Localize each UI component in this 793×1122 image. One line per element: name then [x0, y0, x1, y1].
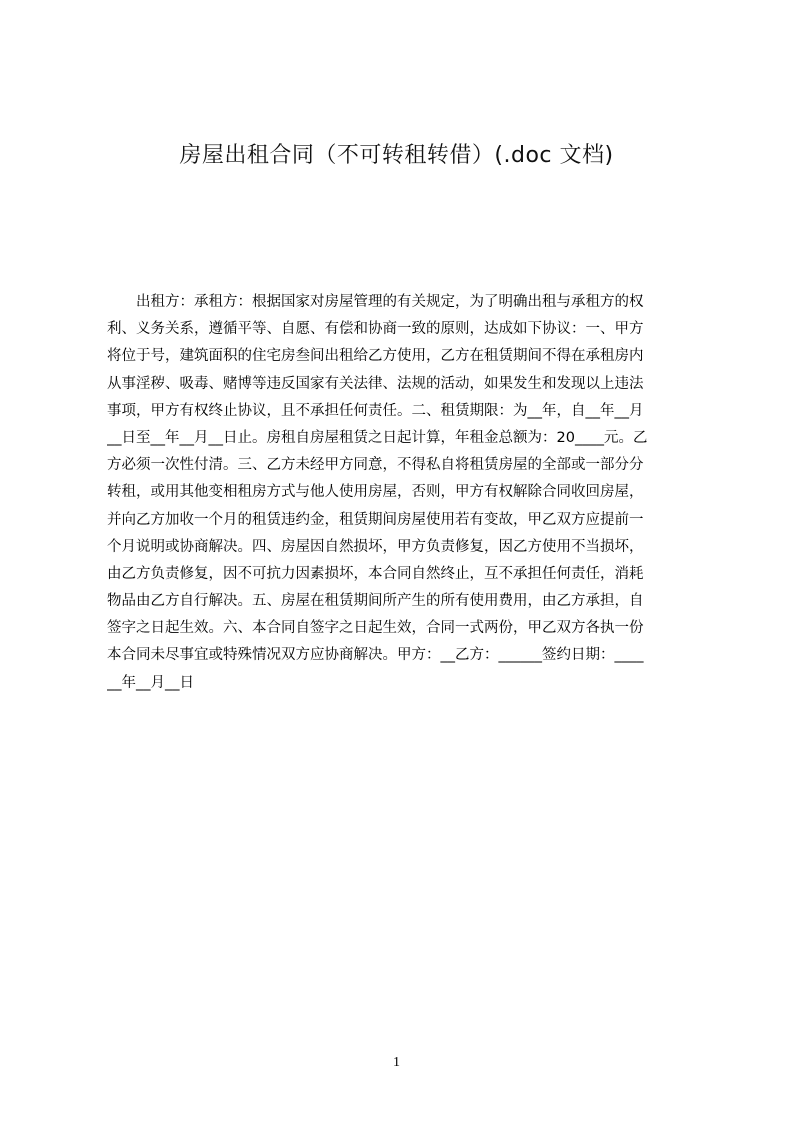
- document-title: 房屋出租合同（不可转租转借）(.doc 文档): [179, 143, 614, 168]
- body-line: 签字之日起生效。六、本合同自签字之日起生效，合同一式两份，甲乙双方各执一份: [107, 620, 644, 637]
- body-line: 出租方：承租方：根据国家对房屋管理的有关规定，为了明确出租与承租方的权: [107, 294, 644, 310]
- page-number: 1: [393, 1055, 400, 1070]
- body-line: 转租，或用其他变相租房方式与他人使用房屋，否则，甲方有权解除合同收回房屋，: [107, 484, 644, 501]
- body-line: 个月说明或协商解决。四、房屋因自然损坏，甲方负责修复，因乙方使用不当损坏，: [107, 538, 644, 555]
- body-line: __日至__年__月__日止。房租自房屋租赁之日起计算，年租金总额为：20____元。乙: [107, 429, 648, 446]
- body-line: 利、义务关系，遵循平等、自愿、有偿和协商一致的原则，达成如下协议：一、甲方: [107, 321, 644, 338]
- contract-body: [107, 289, 697, 697]
- body-line: 本合同未尽事宜或特殊情况双方应协商解决。甲方：__乙方：______签约日期：____: [107, 647, 644, 664]
- body-line: 从事淫秽、吸毒、赌博等违反国家有关法律、法规的活动，如果发生和发现以上违法: [107, 375, 644, 392]
- body-line: 物品由乙方自行解决。五、房屋在租赁期间所产生的所有使用费用，由乙方承担，自: [107, 593, 644, 610]
- body-line: 将位于号，建筑面积的住宅房叁间出租给乙方使用，乙方在租赁期间不得在承租房内: [107, 348, 644, 365]
- body-line: 由乙方负责修复，因不可抗力因素损坏，本合同自然终止，互不承担任何责任，消耗: [107, 565, 644, 582]
- body-line: 事项，甲方有权终止协议，且不承担任何责任。二、租赁期限：为__年，自__年__月: [107, 402, 644, 419]
- body-line: 并向乙方加收一个月的租赁违约金，租赁期间房屋使用若有变故，甲乙双方应提前一: [107, 511, 644, 528]
- body-line: __年__月__日: [107, 674, 194, 691]
- body-line: 方必须一次性付清。三、乙方未经甲方同意，不得私自将租赁房屋的全部或一部分分: [107, 457, 644, 474]
